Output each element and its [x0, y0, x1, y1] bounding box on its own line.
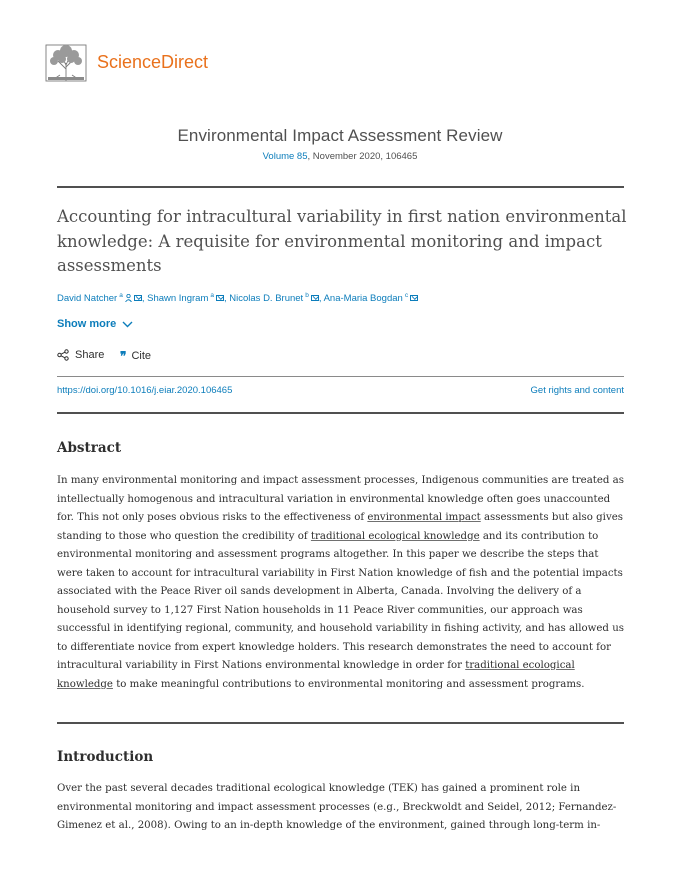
- divider-doi-bottom: [57, 412, 624, 414]
- author-link[interactable]: Nicolas D. Brunet: [229, 293, 304, 304]
- journal-title[interactable]: Environmental Impact Assessment Review: [177, 126, 503, 145]
- topic-link[interactable]: environmental impact: [367, 512, 481, 523]
- affiliation-sup[interactable]: a: [210, 292, 214, 299]
- article-title: Accounting for intracultural variability in first nation environmental knowledge: A requisite for environmental monitoring and impact assessments: [57, 207, 627, 275]
- doi-link[interactable]: https://doi.org/10.1016/j.eiar.2020.106465: [57, 385, 233, 396]
- affiliation-sup[interactable]: c: [404, 292, 409, 299]
- introduction-heading: Introduction: [57, 749, 154, 765]
- email-icon[interactable]: [216, 295, 224, 301]
- author-list: David Natcher $^a$ , Shawn Ingram $^a$ , Nicolas D. Brunet $^b$ , Ana-Maria Bogdan $^c$: [57, 292, 418, 304]
- author-link[interactable]: David Natcher: [57, 293, 118, 304]
- show-more-button[interactable]: [57, 318, 133, 330]
- abstract-text: [57, 472, 626, 694]
- divider-top: [57, 186, 624, 188]
- author-link[interactable]: Ana-Maria Bogdan: [323, 293, 403, 304]
- share-button[interactable]: [57, 349, 104, 361]
- elsevier-tree-icon[interactable]: [44, 43, 88, 83]
- cite-label: Cite: [131, 350, 152, 362]
- abstract-part: assessments but also gives standing to those who question the credibility of: [57, 512, 623, 542]
- cite-button[interactable]: [120, 349, 151, 363]
- author-link[interactable]: Shawn Ingram: [147, 293, 209, 304]
- brand-name[interactable]: ScienceDirect: [97, 52, 209, 72]
- email-icon[interactable]: [134, 295, 142, 301]
- issue-date: , November 2020, 106465: [307, 151, 418, 162]
- rights-link[interactable]: Get rights and content: [530, 385, 624, 396]
- share-icon: [57, 349, 69, 361]
- email-icon[interactable]: [311, 295, 319, 301]
- abstract-part: In many environmental monitoring and impact assessment processes, Indigenous communities are treated as intellectually homogenous and intracultural variation in environmental knowledge often goes unaccounted for. This not only poses obvious risks to the effectiveness of: [57, 475, 624, 523]
- email-icon[interactable]: [410, 295, 418, 301]
- chevron-down-icon: [122, 321, 133, 328]
- divider-abstract-bottom: [57, 722, 624, 724]
- quote-icon: ❞: [120, 349, 126, 363]
- affiliation-sup[interactable]: b: [305, 292, 309, 299]
- share-label: Share: [75, 349, 105, 361]
- person-icon[interactable]: [125, 294, 132, 302]
- affiliation-sup[interactable]: a: [119, 292, 123, 299]
- abstract-heading: Abstract: [57, 440, 122, 456]
- divider-doi-top: [57, 376, 624, 377]
- abstract-part: and its contribution to environmental monitoring and assessment programs altogether. In this paper we describe the steps that were taken to account for intracultural variability in First Nation knowledge of fish and the potential impacts associated with the Peace River oil sands development in Alberta, Canada. Involving the delivery of a household survey to 1,127 First Nation households in 11 Peace River communities, our approach was successful in identifying regional, community, and household variability in fishing activity, and has allowed us to differentiate novice from expert knowledge holders. This research demonstrates the need to account for intracultural variability in First Nations environmental knowledge in order for: [57, 530, 624, 671]
- issue-info: [0, 151, 680, 162]
- volume-link[interactable]: Volume 85: [262, 151, 308, 162]
- topic-link[interactable]: traditional ecological knowledge: [310, 530, 480, 542]
- introduction-text: Over the past several decades traditional ecological knowledge (TEK) has gained a prominent role in environmental monitoring and impact assessment processes (e.g., Breckwoldt and Seidel, 2012; Fernandez-Gimenez et al., 2008). Owing to an in-depth knowledge of the environment, gained through long-term in-: [57, 783, 617, 831]
- topic-link[interactable]: traditional ecological knowledge: [57, 660, 575, 690]
- abstract-part: to make meaningful contributions to environmental monitoring and assessment programs.: [112, 678, 585, 690]
- show-more-label: Show more: [57, 318, 117, 330]
